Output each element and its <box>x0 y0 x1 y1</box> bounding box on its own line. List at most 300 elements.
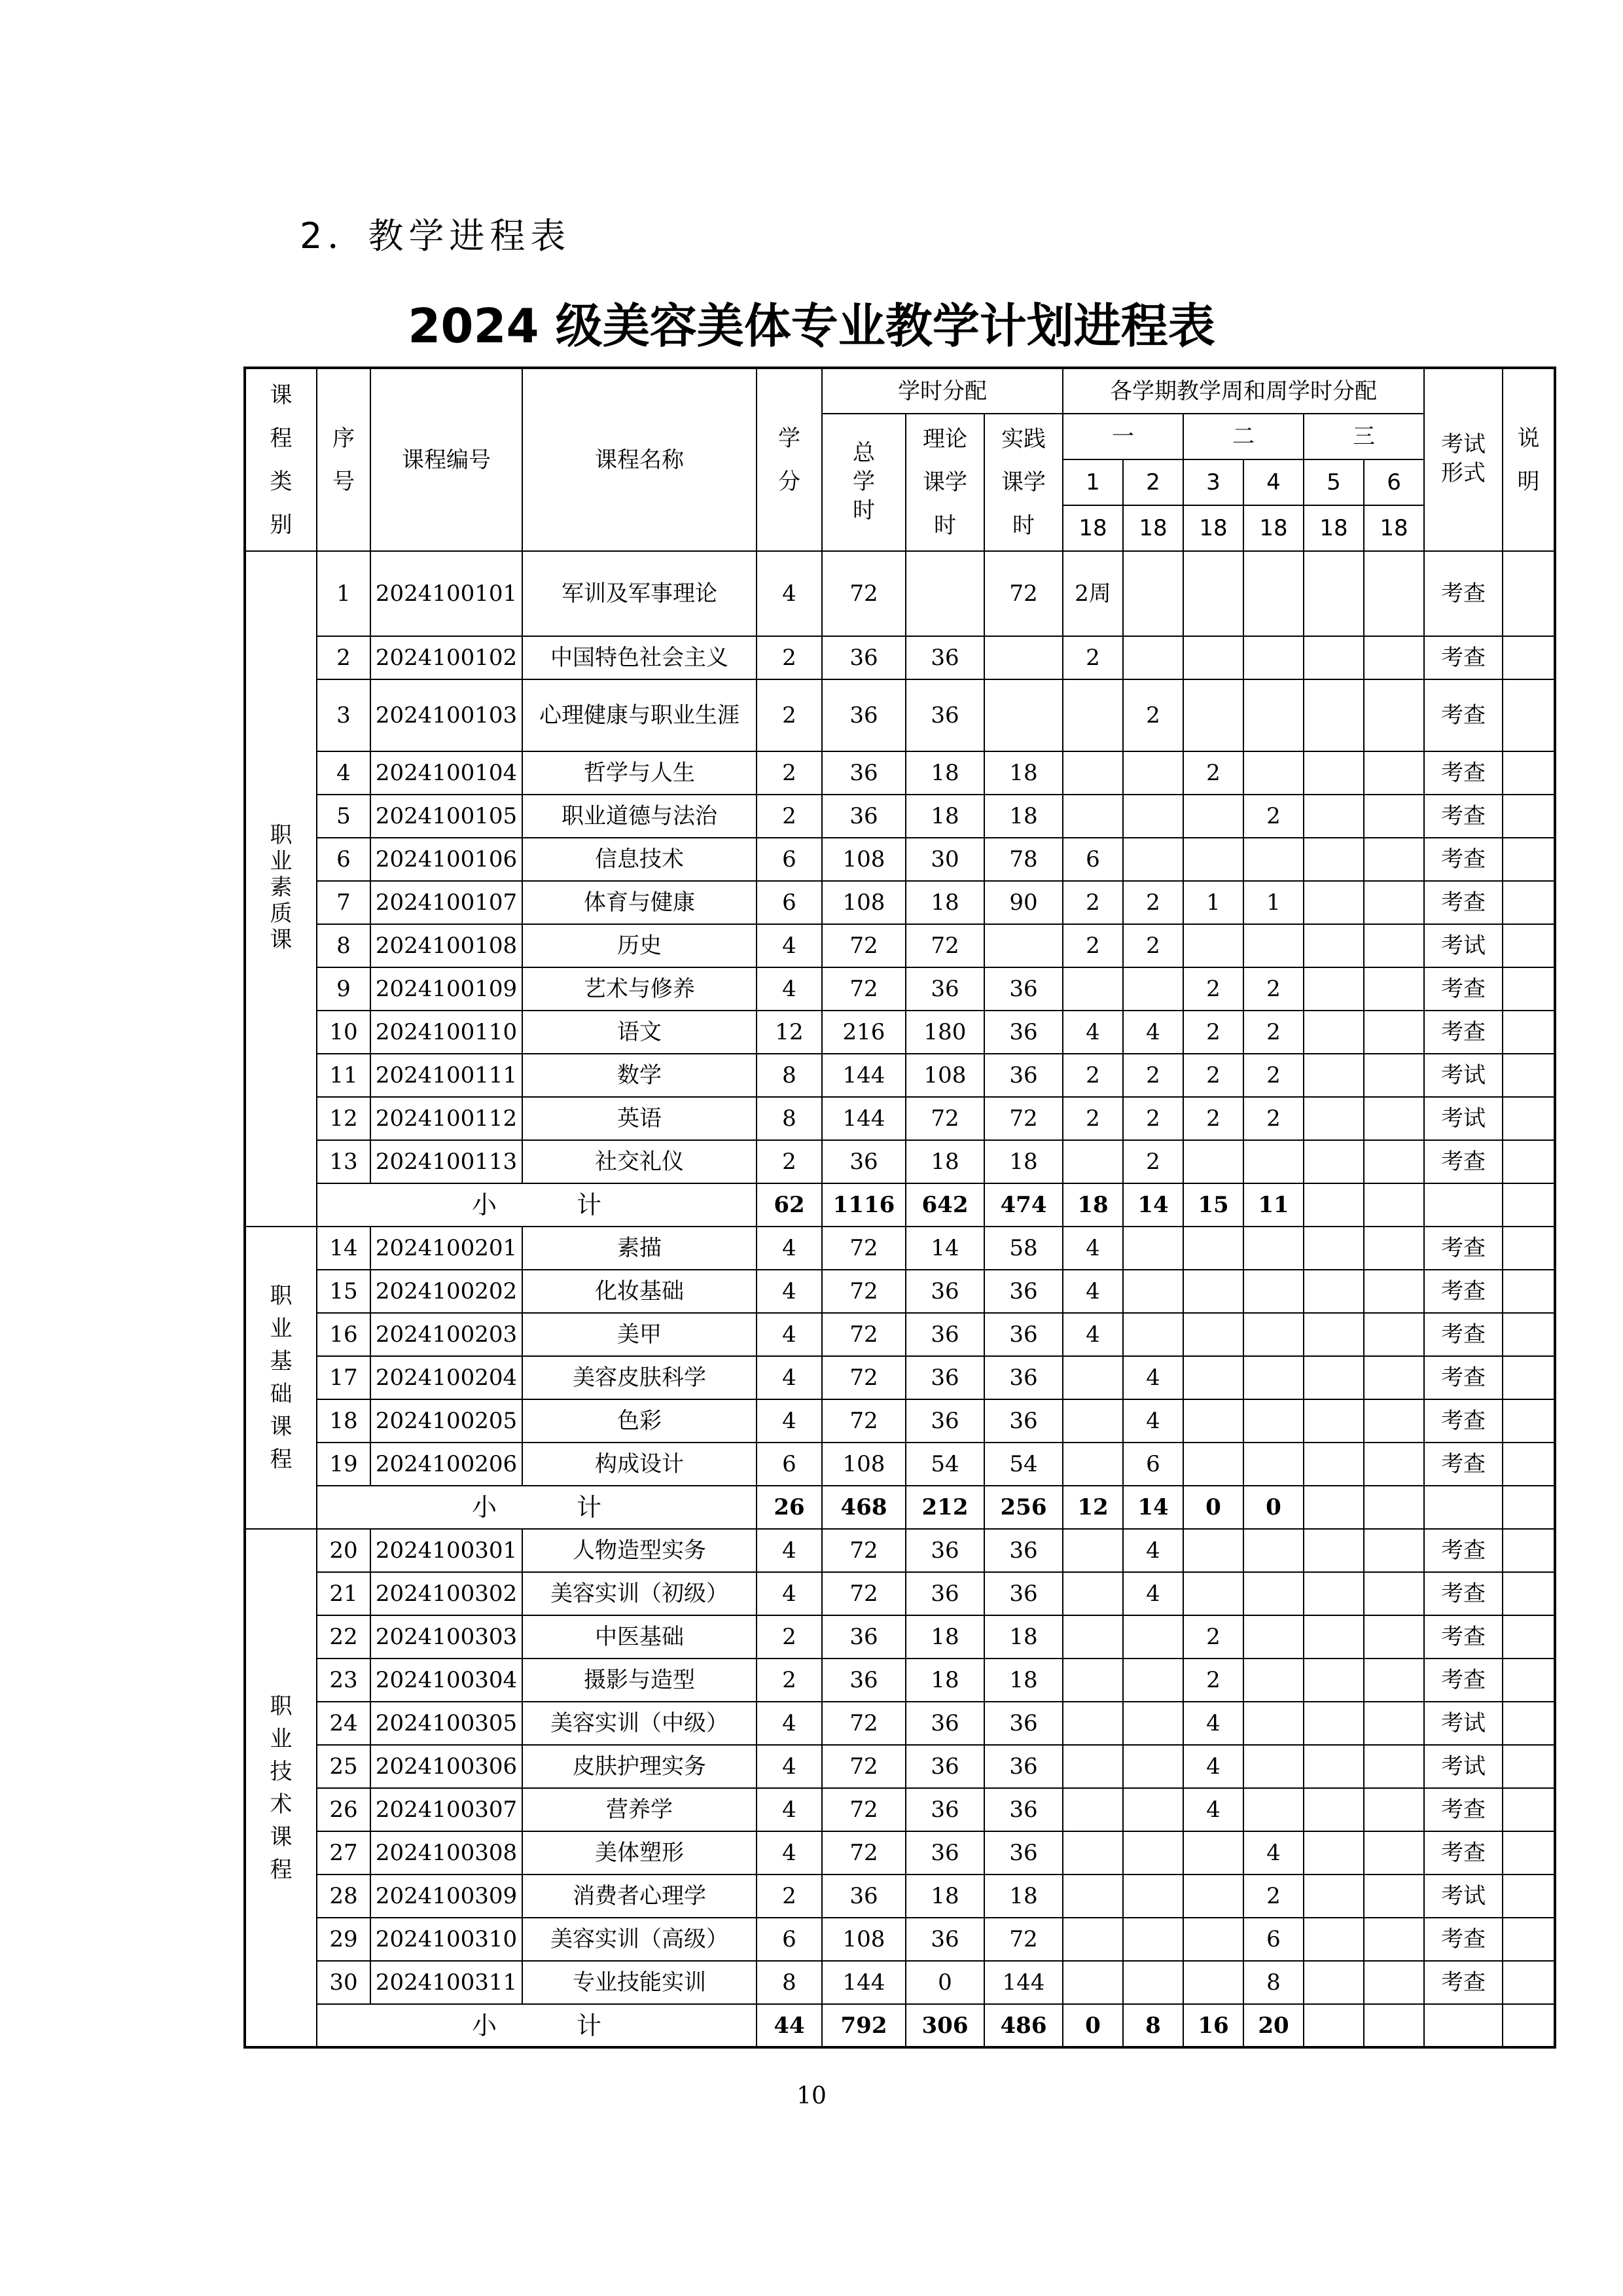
semester-weekly-hours <box>1304 838 1364 881</box>
semester-weekly-hours <box>1364 1659 1424 1702</box>
semester-weekly-hours: 2 <box>1183 1615 1243 1659</box>
course-exam-type: 考试 <box>1424 1745 1503 1788</box>
course-seq: 6 <box>317 838 370 881</box>
course-exam-type: 考试 <box>1424 924 1503 967</box>
semester-weekly-hours <box>1063 1356 1123 1399</box>
semester-weekly-hours: 4 <box>1063 1227 1123 1270</box>
semester-weekly-hours <box>1304 1399 1364 1443</box>
table-body <box>245 551 1555 2047</box>
course-total-hours: 72 <box>822 1831 906 1874</box>
semester-weekly-hours <box>1123 636 1183 679</box>
semester-weekly-hours <box>1183 636 1243 679</box>
course-credit: 4 <box>757 1572 822 1615</box>
course-code: 2024100105 <box>370 795 522 838</box>
table-row <box>245 1615 1555 1659</box>
subtotal-semester-hours: 0 <box>1243 1486 1304 1529</box>
semester-weekly-hours <box>1364 1788 1424 1831</box>
course-name: 心理健康与职业生涯 <box>522 679 757 751</box>
semester-weekly-hours <box>1063 1702 1123 1745</box>
semester-weekly-hours <box>1304 1702 1364 1745</box>
subtotal-semester-hours: 14 <box>1123 1486 1183 1529</box>
header-hours-group: 学时分配 <box>822 368 1063 414</box>
semester-weekly-hours: 2周 <box>1063 551 1123 636</box>
course-theory-hours: 36 <box>906 1745 984 1788</box>
semester-weekly-hours <box>1183 1529 1243 1572</box>
subtotal-semester-hours: 20 <box>1243 2004 1304 2047</box>
course-credit: 4 <box>757 1831 822 1874</box>
header-year-1: 一 <box>1063 414 1183 459</box>
subtotal-semester-hours <box>1304 1183 1364 1227</box>
header-weeks: 18 <box>1364 505 1424 551</box>
course-credit: 6 <box>757 1918 822 1961</box>
semester-weekly-hours <box>1123 795 1183 838</box>
course-total-hours: 36 <box>822 795 906 838</box>
semester-weekly-hours: 4 <box>1183 1745 1243 1788</box>
course-seq: 10 <box>317 1011 370 1054</box>
semester-weekly-hours <box>1304 924 1364 967</box>
course-theory-hours: 36 <box>906 1529 984 1572</box>
course-code: 2024100104 <box>370 751 522 795</box>
course-theory-hours: 14 <box>906 1227 984 1270</box>
header-weeks: 18 <box>1063 505 1123 551</box>
semester-weekly-hours: 4 <box>1063 1313 1123 1356</box>
course-theory-hours: 30 <box>906 838 984 881</box>
course-theory-hours: 18 <box>906 1140 984 1183</box>
course-notes <box>1503 1615 1555 1659</box>
course-name: 美容皮肤科学 <box>522 1356 757 1399</box>
course-name: 专业技能实训 <box>522 1961 757 2004</box>
semester-weekly-hours <box>1243 1702 1304 1745</box>
course-credit: 4 <box>757 1313 822 1356</box>
course-seq: 20 <box>317 1529 370 1572</box>
course-code: 2024100307 <box>370 1788 522 1831</box>
course-seq: 11 <box>317 1054 370 1097</box>
semester-weekly-hours <box>1364 1702 1424 1745</box>
table-row <box>245 1140 1555 1183</box>
header-weeks: 18 <box>1304 505 1364 551</box>
course-notes <box>1503 679 1555 751</box>
course-practice-hours: 54 <box>984 1443 1063 1486</box>
course-theory-hours: 36 <box>906 1313 984 1356</box>
course-theory-hours: 36 <box>906 1356 984 1399</box>
course-code: 2024100309 <box>370 1874 522 1918</box>
table-row <box>245 1831 1555 1874</box>
course-total-hours: 72 <box>822 1788 906 1831</box>
course-exam-type: 考查 <box>1424 679 1503 751</box>
course-total-hours: 72 <box>822 551 906 636</box>
course-notes <box>1503 1399 1555 1443</box>
table-row <box>245 636 1555 679</box>
course-credit: 2 <box>757 679 822 751</box>
semester-weekly-hours <box>1364 838 1424 881</box>
subtotal-exam <box>1424 1183 1503 1227</box>
course-notes <box>1503 1918 1555 1961</box>
course-exam-type: 考查 <box>1424 1140 1503 1183</box>
semester-weekly-hours <box>1243 1788 1304 1831</box>
table-row <box>245 1313 1555 1356</box>
semester-weekly-hours <box>1123 967 1183 1011</box>
course-code: 2024100311 <box>370 1961 522 2004</box>
semester-weekly-hours <box>1183 1961 1243 2004</box>
semester-weekly-hours: 4 <box>1123 1399 1183 1443</box>
semester-weekly-hours <box>1364 1140 1424 1183</box>
course-notes <box>1503 1745 1555 1788</box>
semester-weekly-hours <box>1364 1097 1424 1140</box>
header-total-hours: 总学时 <box>822 414 906 551</box>
semester-weekly-hours <box>1243 1227 1304 1270</box>
course-exam-type: 考查 <box>1424 838 1503 881</box>
course-code: 2024100202 <box>370 1270 522 1313</box>
course-theory-hours: 36 <box>906 1702 984 1745</box>
table-row <box>245 967 1555 1011</box>
course-seq: 19 <box>317 1443 370 1486</box>
semester-weekly-hours: 4 <box>1123 1356 1183 1399</box>
course-practice-hours: 72 <box>984 1918 1063 1961</box>
course-notes <box>1503 1831 1555 1874</box>
course-name: 美甲 <box>522 1313 757 1356</box>
semester-weekly-hours <box>1364 751 1424 795</box>
semester-weekly-hours <box>1183 679 1243 751</box>
course-notes <box>1503 636 1555 679</box>
header-semester: 1 <box>1063 459 1123 505</box>
course-credit: 4 <box>757 1529 822 1572</box>
header-semester-group: 各学期教学周和周学时分配 <box>1063 368 1424 414</box>
course-credit: 2 <box>757 1615 822 1659</box>
course-name: 美容实训（初级） <box>522 1572 757 1615</box>
course-seq: 5 <box>317 795 370 838</box>
course-name: 历史 <box>522 924 757 967</box>
semester-weekly-hours: 1 <box>1183 881 1243 924</box>
semester-weekly-hours: 4 <box>1063 1270 1123 1313</box>
course-credit: 2 <box>757 1874 822 1918</box>
course-practice-hours: 36 <box>984 1702 1063 1745</box>
semester-weekly-hours <box>1364 1356 1424 1399</box>
course-category: 职业技术课程 <box>245 1529 317 2047</box>
course-total-hours: 36 <box>822 636 906 679</box>
course-exam-type: 考查 <box>1424 1961 1503 2004</box>
course-name: 哲学与人生 <box>522 751 757 795</box>
semester-weekly-hours: 2 <box>1183 1054 1243 1097</box>
course-practice-hours: 36 <box>984 1270 1063 1313</box>
subtotal-semester-hours: 11 <box>1243 1183 1304 1227</box>
semester-weekly-hours: 2 <box>1063 1054 1123 1097</box>
course-theory-hours: 54 <box>906 1443 984 1486</box>
course-practice-hours: 72 <box>984 551 1063 636</box>
course-name: 美容实训（中级） <box>522 1702 757 1745</box>
header-credit: 学分 <box>757 368 822 551</box>
course-total-hours: 108 <box>822 838 906 881</box>
course-seq: 28 <box>317 1874 370 1918</box>
subtotal-exam <box>1424 2004 1503 2047</box>
course-exam-type: 考试 <box>1424 1702 1503 1745</box>
course-practice-hours <box>984 924 1063 967</box>
course-exam-type: 考查 <box>1424 1831 1503 1874</box>
course-credit: 4 <box>757 1356 822 1399</box>
semester-weekly-hours <box>1304 795 1364 838</box>
semester-weekly-hours <box>1304 1788 1364 1831</box>
semester-weekly-hours <box>1123 838 1183 881</box>
course-code: 2024100103 <box>370 679 522 751</box>
course-practice-hours: 78 <box>984 838 1063 881</box>
semester-weekly-hours <box>1243 1313 1304 1356</box>
course-notes <box>1503 1659 1555 1702</box>
semester-weekly-hours <box>1243 1529 1304 1572</box>
course-category: 职业素质课 <box>245 551 317 1227</box>
semester-weekly-hours <box>1183 1443 1243 1486</box>
semester-weekly-hours <box>1364 967 1424 1011</box>
semester-weekly-hours <box>1063 1572 1123 1615</box>
table-row <box>245 1443 1555 1486</box>
course-practice-hours: 58 <box>984 1227 1063 1270</box>
semester-weekly-hours: 2 <box>1243 795 1304 838</box>
semester-weekly-hours: 2 <box>1183 1659 1243 1702</box>
semester-weekly-hours: 2 <box>1063 881 1123 924</box>
table-row <box>245 1659 1555 1702</box>
course-notes <box>1503 967 1555 1011</box>
course-practice-hours: 18 <box>984 1615 1063 1659</box>
course-name: 英语 <box>522 1097 757 1140</box>
semester-weekly-hours <box>1304 1961 1364 2004</box>
semester-weekly-hours <box>1183 1918 1243 1961</box>
course-name: 人物造型实务 <box>522 1529 757 1572</box>
course-theory-hours: 72 <box>906 924 984 967</box>
course-credit: 2 <box>757 1659 822 1702</box>
semester-weekly-hours: 2 <box>1243 967 1304 1011</box>
course-practice-hours: 18 <box>984 751 1063 795</box>
course-seq: 26 <box>317 1788 370 1831</box>
teaching-plan-table <box>243 367 1556 2049</box>
semester-weekly-hours: 2 <box>1123 1054 1183 1097</box>
course-name: 化妆基础 <box>522 1270 757 1313</box>
semester-weekly-hours: 2 <box>1183 1097 1243 1140</box>
semester-weekly-hours: 2 <box>1243 1054 1304 1097</box>
semester-weekly-hours <box>1123 1659 1183 1702</box>
course-name: 社交礼仪 <box>522 1140 757 1183</box>
subtotal-semester-hours: 15 <box>1183 1183 1243 1227</box>
course-total-hours: 144 <box>822 1961 906 2004</box>
subtotal-practice: 474 <box>984 1183 1063 1227</box>
semester-weekly-hours <box>1123 1961 1183 2004</box>
course-total-hours: 36 <box>822 1874 906 1918</box>
course-practice-hours: 36 <box>984 1745 1063 1788</box>
course-name: 艺术与修养 <box>522 967 757 1011</box>
semester-weekly-hours <box>1243 1399 1304 1443</box>
semester-weekly-hours: 1 <box>1243 881 1304 924</box>
course-seq: 17 <box>317 1356 370 1399</box>
semester-weekly-hours <box>1304 1831 1364 1874</box>
semester-weekly-hours <box>1304 967 1364 1011</box>
course-seq: 14 <box>317 1227 370 1270</box>
course-total-hours: 72 <box>822 967 906 1011</box>
table-row <box>245 1054 1555 1097</box>
semester-weekly-hours: 4 <box>1123 1011 1183 1054</box>
semester-weekly-hours <box>1063 967 1123 1011</box>
header-weeks: 18 <box>1243 505 1304 551</box>
subtotal-theory: 642 <box>906 1183 984 1227</box>
subtotal-practice: 486 <box>984 2004 1063 2047</box>
course-exam-type: 考查 <box>1424 1443 1503 1486</box>
semester-weekly-hours <box>1304 1443 1364 1486</box>
course-exam-type: 考查 <box>1424 1572 1503 1615</box>
subtotal-total: 792 <box>822 2004 906 2047</box>
course-total-hours: 72 <box>822 1270 906 1313</box>
course-practice-hours: 36 <box>984 1313 1063 1356</box>
course-name: 中国特色社会主义 <box>522 636 757 679</box>
course-total-hours: 72 <box>822 1572 906 1615</box>
course-notes <box>1503 1572 1555 1615</box>
semester-weekly-hours <box>1304 881 1364 924</box>
course-total-hours: 72 <box>822 1745 906 1788</box>
course-exam-type: 考查 <box>1424 551 1503 636</box>
semester-weekly-hours <box>1304 1874 1364 1918</box>
course-practice-hours: 36 <box>984 1529 1063 1572</box>
course-exam-type: 考查 <box>1424 1918 1503 1961</box>
semester-weekly-hours <box>1063 1443 1123 1486</box>
course-credit: 4 <box>757 1745 822 1788</box>
course-credit: 6 <box>757 1443 822 1486</box>
semester-weekly-hours <box>1243 551 1304 636</box>
course-total-hours: 36 <box>822 1659 906 1702</box>
course-notes <box>1503 1054 1555 1097</box>
course-total-hours: 216 <box>822 1011 906 1054</box>
course-total-hours: 108 <box>822 1443 906 1486</box>
subtotal-notes <box>1503 2004 1555 2047</box>
subtotal-notes <box>1503 1486 1555 1529</box>
course-theory-hours: 72 <box>906 1097 984 1140</box>
header-year-3: 三 <box>1304 414 1424 459</box>
semester-weekly-hours <box>1063 795 1123 838</box>
course-notes <box>1503 924 1555 967</box>
semester-weekly-hours <box>1063 1399 1123 1443</box>
course-code: 2024100111 <box>370 1054 522 1097</box>
semester-weekly-hours <box>1123 1788 1183 1831</box>
course-theory-hours: 36 <box>906 1270 984 1313</box>
course-code: 2024100304 <box>370 1659 522 1702</box>
course-total-hours: 36 <box>822 751 906 795</box>
semester-weekly-hours <box>1063 1615 1123 1659</box>
course-name: 素描 <box>522 1227 757 1270</box>
course-practice-hours: 36 <box>984 1356 1063 1399</box>
semester-weekly-hours: 4 <box>1063 1011 1123 1054</box>
semester-weekly-hours <box>1243 1572 1304 1615</box>
table-row <box>245 924 1555 967</box>
course-practice-hours: 36 <box>984 967 1063 1011</box>
semester-weekly-hours <box>1123 1313 1183 1356</box>
course-practice-hours <box>984 679 1063 751</box>
subtotal-notes <box>1503 1183 1555 1227</box>
course-credit: 4 <box>757 1399 822 1443</box>
course-credit: 2 <box>757 795 822 838</box>
course-theory-hours: 36 <box>906 1399 984 1443</box>
course-code: 2024100106 <box>370 838 522 881</box>
semester-weekly-hours: 4 <box>1183 1788 1243 1831</box>
course-category: 职业基础课程 <box>245 1227 317 1529</box>
semester-weekly-hours <box>1364 1918 1424 1961</box>
semester-weekly-hours <box>1364 881 1424 924</box>
semester-weekly-hours <box>1123 1874 1183 1918</box>
course-exam-type: 考查 <box>1424 795 1503 838</box>
course-theory-hours: 36 <box>906 1572 984 1615</box>
course-exam-type: 考查 <box>1424 636 1503 679</box>
course-seq: 23 <box>317 1659 370 1702</box>
semester-weekly-hours <box>1063 1529 1123 1572</box>
course-total-hours: 72 <box>822 1356 906 1399</box>
course-name: 消费者心理学 <box>522 1874 757 1918</box>
course-credit: 8 <box>757 1054 822 1097</box>
semester-weekly-hours <box>1304 1529 1364 1572</box>
semester-weekly-hours <box>1123 551 1183 636</box>
course-code: 2024100113 <box>370 1140 522 1183</box>
semester-weekly-hours <box>1364 1874 1424 1918</box>
course-code: 2024100205 <box>370 1399 522 1443</box>
course-total-hours: 72 <box>822 1702 906 1745</box>
header-category: 课程类别 <box>245 368 317 551</box>
subtotal-semester-hours: 8 <box>1123 2004 1183 2047</box>
semester-weekly-hours <box>1183 1831 1243 1874</box>
course-exam-type: 考查 <box>1424 1313 1503 1356</box>
subtotal-credit: 26 <box>757 1486 822 1529</box>
course-seq: 9 <box>317 967 370 1011</box>
course-name: 构成设计 <box>522 1443 757 1486</box>
course-name: 美容实训（高级） <box>522 1918 757 1961</box>
subtotal-semester-hours <box>1304 1486 1364 1529</box>
course-exam-type: 考查 <box>1424 1659 1503 1702</box>
course-notes <box>1503 1443 1555 1486</box>
subtotal-semester-hours: 18 <box>1063 1183 1123 1227</box>
section-heading: 2．教学进程表 <box>300 215 571 257</box>
semester-weekly-hours <box>1364 1745 1424 1788</box>
course-name: 皮肤护理实务 <box>522 1745 757 1788</box>
semester-weekly-hours <box>1364 1399 1424 1443</box>
semester-weekly-hours <box>1063 1140 1123 1183</box>
course-total-hours: 144 <box>822 1097 906 1140</box>
table-row <box>245 1961 1555 2004</box>
semester-weekly-hours <box>1304 1918 1364 1961</box>
subtotal-semester-hours <box>1304 2004 1364 2047</box>
course-notes <box>1503 1011 1555 1054</box>
semester-weekly-hours <box>1304 1313 1364 1356</box>
course-seq: 4 <box>317 751 370 795</box>
course-seq: 15 <box>317 1270 370 1313</box>
course-credit: 6 <box>757 838 822 881</box>
semester-weekly-hours <box>1243 636 1304 679</box>
document-title: 2024 级美容美体专业教学计划进程表 <box>408 298 1215 353</box>
subtotal-semester-hours: 16 <box>1183 2004 1243 2047</box>
semester-weekly-hours: 2 <box>1063 1097 1123 1140</box>
course-seq: 1 <box>317 551 370 636</box>
course-code: 2024100303 <box>370 1615 522 1659</box>
semester-weekly-hours <box>1304 1097 1364 1140</box>
course-credit: 4 <box>757 924 822 967</box>
semester-weekly-hours <box>1364 1054 1424 1097</box>
table-row <box>245 838 1555 881</box>
semester-weekly-hours <box>1243 1140 1304 1183</box>
course-practice-hours: 18 <box>984 1140 1063 1183</box>
course-theory-hours: 36 <box>906 967 984 1011</box>
course-code: 2024100301 <box>370 1529 522 1572</box>
course-total-hours: 144 <box>822 1054 906 1097</box>
semester-weekly-hours <box>1304 1140 1364 1183</box>
header-theory-hours: 理论课学时 <box>906 414 984 551</box>
semester-weekly-hours <box>1243 1745 1304 1788</box>
course-notes <box>1503 1270 1555 1313</box>
course-credit: 4 <box>757 967 822 1011</box>
course-credit: 4 <box>757 1270 822 1313</box>
course-practice-hours: 18 <box>984 1659 1063 1702</box>
course-credit: 2 <box>757 1140 822 1183</box>
semester-weekly-hours <box>1304 679 1364 751</box>
semester-weekly-hours <box>1063 1961 1123 2004</box>
